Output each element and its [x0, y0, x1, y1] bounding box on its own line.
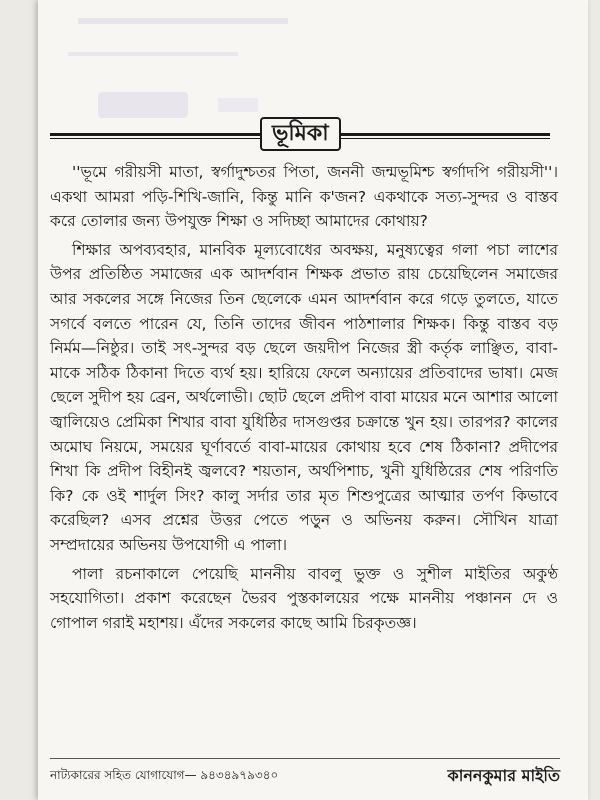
paragraph-3: পালা রচনাকালে পেয়েছি মাননীয় বাবলু ভুক্ত ও সুশীল মাইতির অকুণ্ঠ সহযোগিতা। প্রকাশ করেছেন ভৈরব পুস্তকালয়ের পক্ষে মাননীয় পঞ্চানন দে ও গোপাল গরাই মহাশয়। এঁদের সকলের কাছে আমি চিরকৃতজ্ঞ। [50, 564, 558, 632]
heading-row [50, 120, 550, 150]
bleed-through-print [38, 0, 588, 120]
paragraph-1: ''ভূমে গরীয়সী মাতা, স্বর্গাদুশ্চতর পিতা, জননী জন্মভূমিশ্চ স্বর্গাদপি গরীয়সী''। একথা আমরা পড়ি-শিখি-জানি, কিন্তু মানি ক'জন? একথাকে সত্য-সুন্দর ও বাস্তব করে তোলার জন্য উপযুক্ত শিক্ষা ও সদিচ্ছা আমাদের কোথায়? [50, 163, 558, 231]
page-title: ভূমিকা [260, 117, 341, 151]
bleed-line [78, 18, 288, 24]
author-name: কাননকুমার মাইতি [447, 766, 560, 785]
preface-body [50, 160, 558, 635]
author-contact: নাট্যকারের সহিত যোগাযোগ— ৯৪৩৪৯৭৯৩৪০ [50, 768, 279, 782]
bleed-mark [218, 98, 258, 112]
paragraph-2: শিক্ষার অপব্যবহার, মানবিক মূল্যবোধের অবক্ষয়, মনুষ্যত্বের গলা পচা লাশের উপর প্রতিষ্ঠিত সমাজের এক আদর্শবান শিক্ষক প্রভাত রায় চেয়েছিলেন সমাজের আর সকলের সঙ্গে নিজের তিন ছেলেকে এমন আদর্শবান করে গড়ে তুলতে, যাতে সগর্বে বলতে পারেন যে, তিনি তাদের জীবন পাঠশালার শিক্ষক। কিন্তু বাস্তব বড় নির্মম—নিষ্ঠুর। তাই সৎ-সুন্দর বড় ছেলে জয়দীপ নিজের স্ত্রী কর্তৃক লাঞ্ছিত, বাবা-মাকে সঠিক ঠিকানা দিতে ব্যর্থ হয়। হারিয়ে ফেলে অন্যায়ের প্রতিবাদের ভাষা। মেজ ছেলে সুদীপ হয় ব্রেন, অর্থলোভী। ছোট ছেলে প্রদীপ বাবা মায়ের মনে আশার আলো জ্বালিয়েও প্রেমিকা শিখার বাবা যুধিষ্ঠির দাসগুপ্তর চক্রান্তে খুন হয়। তারপর? কালের অমোঘ নিয়মে, সময়ের ঘূর্ণাবর্তে বাবা-মায়ের কোথায় হবে শেষ ঠিকানা? প্রদীপের শিখা কি প্রদীপ বিহীনই জ্বলবে? শয়তান, অর্থপিশাচ, খুনী যুধিষ্ঠিরের শেষ পরিণতি কি? কে ওই শার্দুল সিং? কালু সর্দার তার মৃত শিশুপুত্রের আত্মার তর্পণ কিভাবে করেছিল? এসব প্রশ্নের উত্তর পেতে পড়ুন ও অভিনয় করুন। সৌখিন যাত্রা সম্প্রদায়ের অভিনয় উপযোগী এ পালা। [50, 240, 558, 554]
page-footer [50, 758, 560, 789]
bleed-line [68, 52, 238, 56]
bleed-stamp [98, 92, 188, 118]
